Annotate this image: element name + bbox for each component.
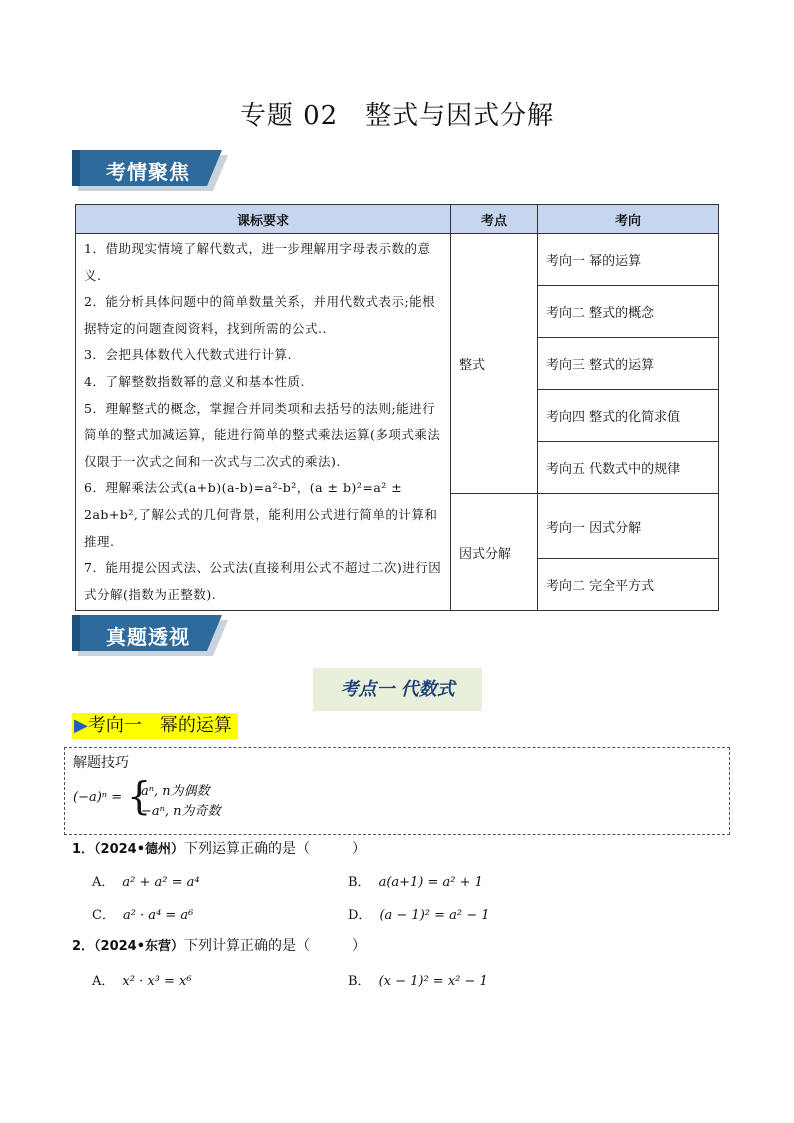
requirements-cell — [76, 234, 451, 611]
section-banner-kaoqing — [72, 150, 228, 192]
option-expr: (x − 1)² = x² − 1 — [378, 974, 488, 989]
kaoxiang-label: 考向一 幂的运算 — [87, 715, 232, 736]
requirements-table — [75, 204, 719, 611]
direction-cell: 考向一 幂的运算 — [538, 234, 719, 286]
section-banner-zhenti — [72, 615, 228, 657]
option-expr: x² · x³ = x⁶ — [122, 974, 192, 989]
question-number: 2． — [72, 939, 95, 954]
page-title: 专题 02 整式与因式分解 — [239, 101, 555, 131]
requirement-item: 5．理解整式的概念，掌握合并同类项和去括号的法则;能进行简单的整式加减运算，能进行简单的整式乘法运算(多项式乘法仅限于一次式之间和一次式与二次式的乘法). — [84, 400, 441, 469]
option-2a — [92, 970, 192, 989]
point-cell: 整式 — [451, 234, 538, 494]
direction-cell: 考向三 整式的运算 — [538, 338, 719, 390]
table-header: 考向 — [538, 205, 719, 234]
table-header: 课标要求 — [76, 205, 451, 234]
option-label: C． — [92, 908, 115, 923]
question-number: 1． — [72, 842, 95, 857]
option-expr: a² · a⁴ = a⁶ — [122, 908, 194, 923]
tip-heading: 解题技巧 — [73, 755, 129, 771]
question-source: （2024•东营） — [94, 939, 185, 954]
section-banner-label: 真题透视 — [106, 625, 190, 649]
option-expr: a² + a² = a⁴ — [122, 875, 200, 890]
formula-lhs: (−a)ⁿ = — [73, 790, 123, 805]
requirement-item: 3．会把具体数代入代数式进行计算. — [84, 347, 292, 363]
brace-icon: { — [127, 774, 152, 818]
direction-cell: 考向一 因式分解 — [538, 494, 719, 559]
section-banner-label: 考情聚焦 — [106, 160, 190, 184]
requirement-item: 6．理解乘法公式(a+b)(a-b)=a²-b²，(a ± b)²=a² ± 2ab+b²,了解公式的几何背景，能利用公式进行简单的计算和推理. — [84, 480, 438, 549]
question-1 — [72, 838, 366, 858]
kaodian-heading: 考点一 代数式 — [313, 668, 482, 711]
question-stem: 下列运算正确的是（ ） — [184, 841, 367, 857]
question-2 — [72, 935, 366, 955]
option-label: B． — [348, 875, 371, 890]
formula-case-odd: −aⁿ, n为奇数 — [141, 804, 221, 819]
option-1c — [92, 904, 193, 923]
option-label: B． — [348, 974, 371, 989]
option-label: A． — [92, 974, 115, 989]
direction-cell: 考向四 整式的化简求值 — [538, 390, 719, 442]
option-label: D． — [348, 908, 372, 923]
option-1b — [348, 871, 483, 890]
direction-cell: 考向二 整式的概念 — [538, 286, 719, 338]
option-2b — [348, 970, 488, 989]
table-header: 考点 — [451, 205, 538, 234]
triangle-icon: ▶ — [74, 715, 88, 736]
requirement-item: 1．借助现实情境了解代数式，进一步理解用字母表示数的意义. — [84, 241, 431, 283]
tip-box — [64, 747, 730, 835]
option-1a — [92, 871, 200, 890]
requirement-item: 4．了解整数指数幂的意义和基本性质. — [84, 373, 305, 389]
requirement-item: 2．能分析具体问题中的简单数量关系，并用代数式表示;能根据特定的问题查阅资料，找到所需的公式.. — [84, 294, 436, 336]
question-stem: 下列计算正确的是（ ） — [184, 938, 367, 954]
option-expr: a(a+1) = a² + 1 — [378, 875, 483, 890]
direction-cell: 考向二 完全平方式 — [538, 559, 719, 611]
option-expr: (a − 1)² = a² − 1 — [379, 908, 490, 923]
point-cell: 因式分解 — [451, 494, 538, 611]
direction-cell: 考向五 代数式中的规律 — [538, 442, 719, 494]
option-label: A． — [92, 875, 115, 890]
kaoxiang-heading — [72, 713, 238, 739]
question-source: （2024•德州） — [94, 842, 185, 857]
option-1d — [348, 904, 490, 923]
formula-case-even: aⁿ, n为偶数 — [141, 784, 210, 799]
requirement-item: 7．能用提公因式法、公式法(直接利用公式不超过二次)进行因式分解(指数为正整数). — [84, 560, 442, 602]
